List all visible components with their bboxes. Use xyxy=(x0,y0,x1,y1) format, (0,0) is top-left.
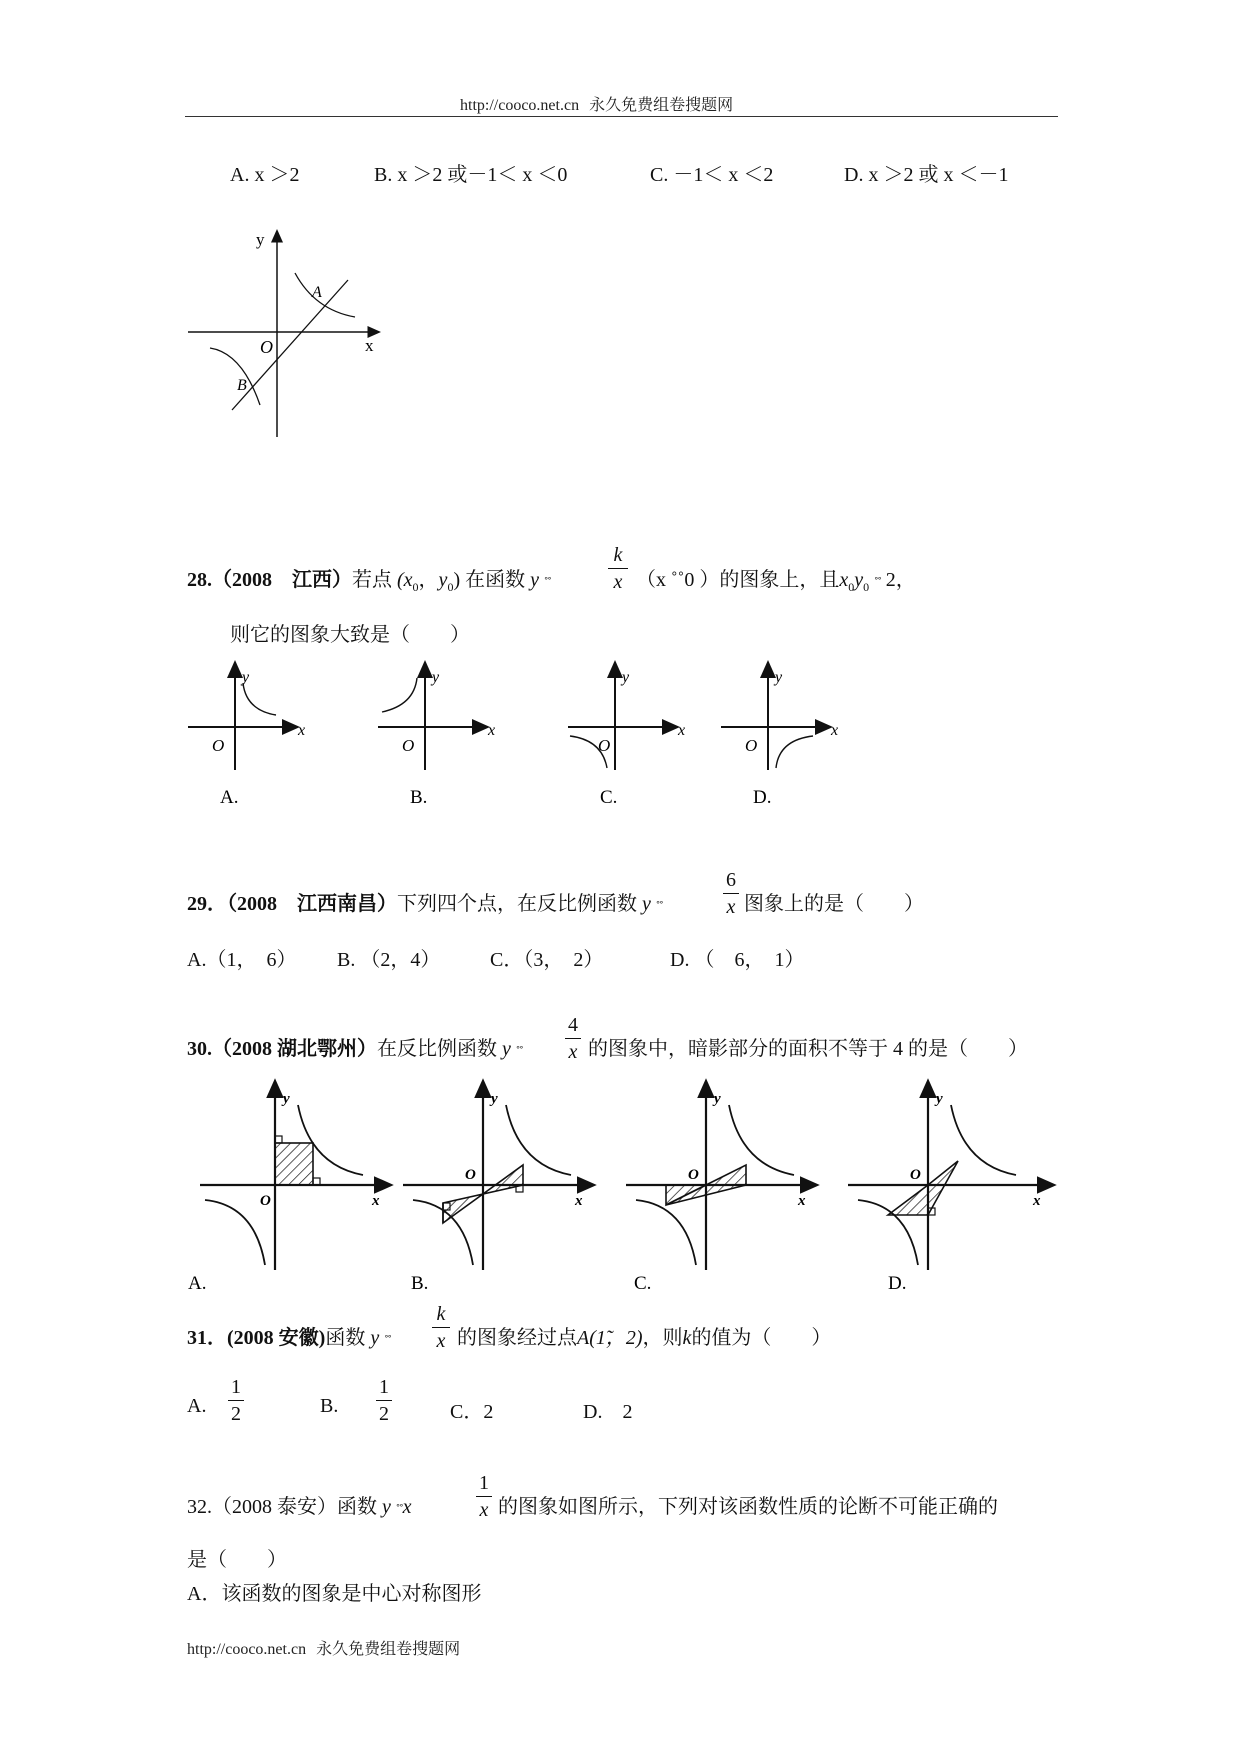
q31-a-den: 2 xyxy=(231,1403,241,1425)
footer xyxy=(187,1636,460,1659)
q32-garbled: ˚˚ xyxy=(395,1501,403,1516)
q31-option-d: D. 2 xyxy=(583,1401,633,1423)
q27-x-label: x xyxy=(365,336,374,355)
q30-frac-bar xyxy=(565,1038,581,1039)
q29-option-c: C．（3， 2） xyxy=(490,949,604,971)
q28-figure-a xyxy=(188,668,305,808)
q28-prod-sub-y: 0 xyxy=(863,580,870,594)
q28-prod-y: y xyxy=(854,569,864,591)
q29-option-a: A.（1， 6） xyxy=(187,949,297,971)
q28-frac-bar xyxy=(608,568,628,569)
q31-option-b-fraction xyxy=(376,1375,392,1426)
q31-text-1: 函数 xyxy=(325,1327,366,1349)
q30-fraction xyxy=(565,1013,581,1064)
q31-text-4: 的值为（ ） xyxy=(691,1327,832,1349)
q28-line1 xyxy=(187,563,551,595)
q30-line1 xyxy=(187,1032,523,1061)
q27-option-a: A. x ＞2 xyxy=(230,164,300,186)
q27-point-b-label: B xyxy=(237,377,247,394)
q30-source: （2008 湖北鄂州） xyxy=(212,1038,377,1060)
header-url[interactable]: http://cooco.net.cn xyxy=(460,97,580,114)
q27-figure xyxy=(180,225,390,445)
q32-func-y: y xyxy=(382,1496,391,1518)
q31-option-b-label: B. xyxy=(320,1395,339,1417)
q30-frac-den: x xyxy=(568,1041,578,1063)
q31-a-bar xyxy=(228,1400,244,1401)
q31-option-a-label: A. xyxy=(187,1395,207,1417)
q28-figure-b xyxy=(378,668,495,808)
q28-c-label: C. xyxy=(600,787,618,808)
q31-line1 xyxy=(187,1321,391,1350)
q28-b-x: x xyxy=(488,722,496,739)
q28-d-label: D. xyxy=(753,787,772,808)
q30-d-label: D. xyxy=(888,1273,907,1294)
q30-figure-b xyxy=(403,1087,588,1294)
q30-c-label: C. xyxy=(634,1273,652,1294)
q29-line1 xyxy=(187,887,663,916)
q29-number: 29． xyxy=(187,893,227,915)
q28-garbled-2: ˚˚ xyxy=(874,574,881,589)
q32-line2: 是（ ） xyxy=(187,1549,287,1571)
q30-c-y: y xyxy=(714,1091,721,1107)
q32-frac-den: x xyxy=(479,1499,489,1521)
q30-text-2: 的图象中，暗影部分的面积不等于 4 的是（ ） xyxy=(588,1038,1028,1060)
q28-c-x: x xyxy=(678,722,686,739)
q31-option-a-fraction xyxy=(228,1375,244,1426)
q28-prod-x: x xyxy=(839,569,849,591)
q28-prod-val: 2， xyxy=(885,569,916,591)
q30-d-y: y xyxy=(936,1091,943,1107)
q30-figure-c xyxy=(626,1087,811,1294)
q31-frac-bar xyxy=(432,1327,450,1328)
q28-d-y: y xyxy=(775,669,783,686)
q29-option-b: B. （2，4） xyxy=(337,949,441,971)
q28-line2: 则它的图象大致是（ ） xyxy=(230,624,470,646)
q32-frac-bar xyxy=(476,1496,492,1497)
q29-text-1: 下列四个点，在反比例函数 xyxy=(397,893,637,915)
header xyxy=(460,92,733,115)
q30-d-o: O xyxy=(910,1167,921,1183)
q28-garbled: ˚˚ xyxy=(544,574,551,589)
q31-text-3: ，则 xyxy=(642,1327,683,1349)
q28-frac-den: x xyxy=(613,571,623,593)
q28-figure-c xyxy=(568,668,685,808)
q30-c-o: O xyxy=(688,1167,699,1183)
q31-option-c: C．2 xyxy=(450,1401,494,1423)
q28-d-x: x xyxy=(831,722,839,739)
q30-a-x: x xyxy=(372,1193,380,1209)
q29-frac-den: x xyxy=(726,896,736,918)
q29-garbled: ˚˚ xyxy=(655,898,663,913)
q28-c-o: O xyxy=(598,736,611,755)
q29-frac-bar xyxy=(723,893,739,894)
q30-garbled: ˚˚ xyxy=(515,1043,523,1058)
q30-func-y: y xyxy=(502,1038,511,1060)
q28-point-x: (x xyxy=(397,569,413,591)
q27-point-a-label: A xyxy=(312,284,322,301)
q32-frac-num: 1 xyxy=(479,1472,489,1494)
q31-frac-den: x xyxy=(436,1330,446,1352)
q28-close: ) xyxy=(453,569,461,591)
q32-number: 32. xyxy=(187,1496,212,1518)
q28-c-y: y xyxy=(622,669,630,686)
q30-figure-d xyxy=(848,1087,1048,1294)
q28-cond: （x ˚˚0 ）的图象上，且 xyxy=(636,569,840,591)
q28-source: （2008 江西） xyxy=(212,569,352,591)
q30-a-y: y xyxy=(283,1091,290,1107)
q28-b-y: y xyxy=(432,669,440,686)
q30-c-x: x xyxy=(798,1193,806,1209)
q29-source: （2008 江西南昌） xyxy=(227,893,397,915)
q31-number: 31． xyxy=(187,1327,227,1349)
q27-y-label: y xyxy=(256,230,265,249)
q27-option-d: D. x ＞2 或 x ＜－1 xyxy=(844,164,1009,186)
q30-text-1: 在反比例函数 xyxy=(377,1038,497,1060)
q31-b-num: 1 xyxy=(379,1376,389,1398)
q30-a-label: A. xyxy=(188,1273,207,1294)
q31-line1-rest xyxy=(457,1321,831,1350)
q31-frac-num: k xyxy=(436,1303,446,1325)
q30-b-label: B. xyxy=(411,1273,429,1294)
q29-option-d: D. （ 6， 1） xyxy=(670,949,805,971)
q32-fraction xyxy=(476,1471,492,1522)
q30-figures xyxy=(180,1075,1070,1295)
q28-comma: ， xyxy=(418,569,439,591)
q30-figure-a xyxy=(188,1087,385,1294)
q28-figures xyxy=(180,660,860,820)
q28-text-1: 若点 xyxy=(352,569,392,591)
q29-text-2: 图象上的是（ ） xyxy=(744,893,924,915)
q28-text-2: 在函数 xyxy=(465,569,526,591)
q32-line1 xyxy=(187,1490,411,1519)
q28-b-o: O xyxy=(402,736,415,755)
q30-a-o: O xyxy=(260,1193,271,1209)
q28-prod-sub-x: 0 xyxy=(848,580,855,594)
q32-option-a: A．该函数的图象是中心对称图形 xyxy=(187,1583,482,1605)
q28-b-label: B. xyxy=(410,787,428,808)
header-site-name: 永久免费组卷搜题网 xyxy=(589,97,734,114)
q29-func-y: y xyxy=(642,893,651,915)
q28-d-o: O xyxy=(745,736,758,755)
q30-frac-num: 4 xyxy=(568,1014,578,1036)
q28-number: 28. xyxy=(187,569,212,591)
q30-d-x: x xyxy=(1033,1193,1041,1209)
q28-sub0: 0 xyxy=(412,580,419,594)
q28-a-y: y xyxy=(242,669,250,686)
q31-k: k xyxy=(682,1327,692,1349)
q31-text-2: 的图象经过点 xyxy=(457,1327,577,1349)
q29-frac-num: 6 xyxy=(726,869,736,891)
q31-func-y: y xyxy=(370,1327,380,1349)
q31-b-den: 2 xyxy=(379,1403,389,1425)
q27-option-c: C. －1＜ x ＜2 xyxy=(650,164,774,186)
q31-b-bar xyxy=(376,1400,392,1401)
q30-number: 30. xyxy=(187,1038,212,1060)
q28-figure-d xyxy=(721,668,838,808)
q32-func-x: x xyxy=(402,1496,412,1518)
q27-option-b: B. x ＞2 或－1＜ x ＜0 xyxy=(374,164,568,186)
q28-a-x: x xyxy=(298,722,306,739)
q28-point-y: y xyxy=(438,569,448,591)
q28-a-label: A. xyxy=(220,787,239,808)
q30-b-y: y xyxy=(491,1091,498,1107)
q29-fraction xyxy=(723,868,739,919)
q31-a-num: 1 xyxy=(231,1376,241,1398)
q32-text-1: 函数 xyxy=(337,1496,377,1518)
q32-source: （2008 泰安） xyxy=(212,1496,337,1518)
q27-origin-label: O xyxy=(260,337,273,357)
q31-point: A(1̃，2) xyxy=(577,1327,643,1349)
q28-a-o: O xyxy=(212,736,225,755)
header-rule xyxy=(185,116,1058,117)
q31-garbled: ˚˚ xyxy=(384,1332,391,1347)
q28-sub0b: 0 xyxy=(447,580,454,594)
q28-func-y: y xyxy=(530,569,539,591)
q31-fraction xyxy=(432,1302,450,1353)
q30-b-o: O xyxy=(465,1167,476,1183)
q30-b-x: x xyxy=(575,1193,583,1209)
footer-url[interactable]: http://cooco.net.cn xyxy=(187,1641,307,1658)
q28-frac-num: k xyxy=(613,544,623,566)
q28-line1-rest xyxy=(636,563,916,595)
footer-site-name: 永久免费组卷搜题网 xyxy=(316,1641,461,1658)
q32-text-2: 的图象如图所示，下列对该函数性质的论断不可能正确的 xyxy=(498,1496,998,1518)
q31-source: (2008 安徽) xyxy=(227,1327,326,1349)
q28-fraction xyxy=(608,543,628,594)
